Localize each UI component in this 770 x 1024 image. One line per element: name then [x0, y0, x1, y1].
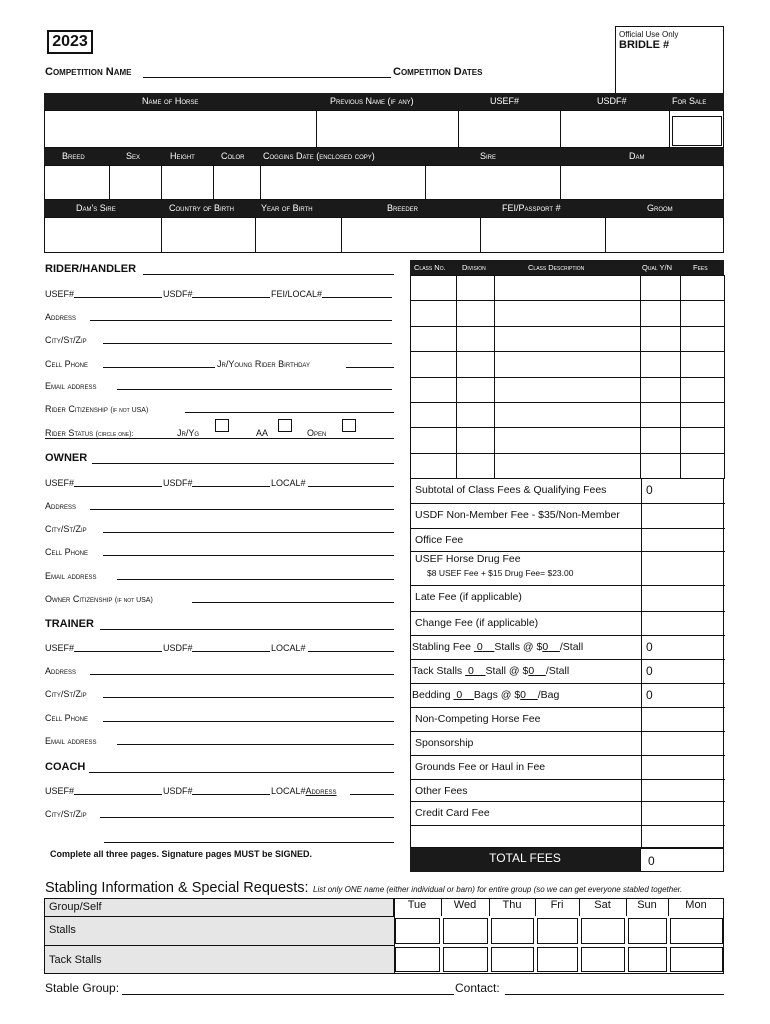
horse-header-row-3 [44, 200, 724, 217]
tack-stalls-day-cell[interactable] [395, 947, 440, 972]
owner-cell-field[interactable] [103, 544, 394, 556]
fees-header: Fees [693, 263, 708, 272]
group-self-label: Group/Self [49, 901, 102, 913]
class-cell[interactable] [494, 427, 641, 453]
total-fees-value: 0 [648, 854, 655, 868]
owner-local-label: LOCAL# [271, 478, 306, 488]
owner-address-label: Address [45, 501, 77, 511]
class-cell[interactable] [494, 351, 641, 377]
fee-row-label: Other Fees [415, 785, 468, 797]
fee-row-label: Late Fee (if applicable) [415, 591, 522, 603]
class-cell[interactable] [680, 377, 725, 403]
horse-header-row-2 [44, 148, 724, 165]
coach-usdf-label: USDF# [163, 786, 193, 796]
owner-local-field[interactable] [308, 475, 394, 487]
trainer-local-label: LOCAL# [271, 643, 306, 653]
rider-fei-field[interactable] [322, 286, 392, 298]
class-cell[interactable] [410, 402, 457, 428]
contact-label: Contact: [455, 981, 500, 995]
fee-amount-value: 0 [646, 640, 653, 654]
fee-amount-cell[interactable] [642, 528, 724, 551]
fei-passport-header: FEI/Passport # [502, 203, 561, 213]
tack-stalls-day-cell[interactable] [670, 947, 723, 972]
class-cell[interactable] [640, 300, 681, 326]
day-header: Sat [594, 899, 611, 911]
trainer-address-field[interactable] [90, 663, 394, 675]
trainer-cell-field[interactable] [103, 710, 394, 722]
dam-header: Dam [629, 151, 645, 161]
rider-email-field[interactable] [117, 378, 392, 390]
qual-header: Qual Y/N [642, 263, 673, 272]
class-cell[interactable] [456, 402, 495, 428]
class-cell[interactable] [680, 402, 725, 428]
coach-usef-label: USEF# [45, 786, 75, 796]
trainer-email-label: Email address [45, 736, 97, 746]
status-open-checkbox[interactable] [342, 419, 356, 432]
tack-stalls-day-cell[interactable] [537, 947, 578, 972]
trainer-section-title: TRAINER [45, 618, 94, 630]
competition-name-label: Competition Name [45, 66, 132, 78]
trainer-address-label: Address [45, 666, 77, 676]
fee-row-label: Tack Stalls 0 Stall @ $0 /Stall [412, 665, 570, 677]
official-use-box [615, 26, 724, 96]
color-header: Color [221, 151, 245, 161]
owner-usdf-label: USDF# [163, 478, 193, 488]
signature-note: Complete all three pages. Signature pages MUST be SIGNED. [50, 849, 313, 859]
status-option-jr: Jr/Yg [177, 428, 200, 438]
tack-stalls-day-cell[interactable] [443, 947, 488, 972]
class-cell[interactable] [680, 326, 725, 352]
rider-name-field[interactable] [143, 262, 394, 275]
trainer-cell-label: Cell Phone [45, 713, 89, 723]
class-entry-grid[interactable] [410, 275, 724, 478]
stabling-title: Stabling Information & Special Requests: [45, 880, 309, 896]
horse-input-row-1 [44, 110, 724, 148]
rider-usdf-label: USDF# [163, 289, 193, 299]
class-cell[interactable] [680, 427, 725, 453]
stalls-row-label: Stalls [49, 924, 76, 936]
signature-line[interactable] [104, 831, 394, 843]
class-cell[interactable] [410, 275, 457, 301]
owner-city-field[interactable] [103, 521, 394, 533]
class-cell[interactable] [640, 402, 681, 428]
tack-stalls-day-cell[interactable] [581, 947, 625, 972]
breed-header: Breed [62, 151, 85, 161]
trainer-usdf-field[interactable] [192, 640, 270, 652]
status-aa-checkbox[interactable] [278, 419, 292, 432]
fee-row-label: Non-Competing Horse Fee [415, 713, 541, 725]
class-cell[interactable] [410, 427, 457, 453]
fee-row-label: Sponsorship [415, 737, 474, 749]
owner-usef-label: USEF# [45, 478, 75, 488]
fee-amount-value: 0 [646, 664, 653, 678]
rider-city-label: City/St/Zip [45, 335, 87, 345]
competition-dates-label: Competition Dates [393, 66, 483, 78]
class-cell[interactable] [410, 453, 457, 479]
fee-row-label: Bedding 0 Bags @ $0 /Bag [412, 689, 560, 701]
rider-fei-label: FEI/LOCAL# [271, 289, 323, 299]
class-no-header: Class No. [414, 263, 446, 272]
contact-field[interactable] [505, 981, 724, 995]
height-header: Height [170, 151, 195, 161]
fee-row-sublabel: $8 USEF Fee + $15 Drug Fee= $23.00 [427, 568, 574, 578]
stalls-day-cell[interactable] [491, 918, 534, 944]
class-cell[interactable] [456, 300, 495, 326]
fee-amount-cell[interactable] [642, 635, 724, 659]
owner-city-label: City/St/Zip [45, 524, 87, 534]
fees-section [410, 478, 724, 848]
status-option-open: Open [307, 428, 327, 438]
horse-input-row-2 [44, 165, 724, 200]
class-cell[interactable] [456, 453, 495, 479]
owner-usef-field[interactable] [74, 475, 162, 487]
competition-name-field[interactable] [143, 65, 391, 78]
fee-amount-cell[interactable] [642, 585, 724, 611]
rider-usef-field[interactable] [74, 286, 162, 298]
rider-city-field[interactable] [103, 332, 392, 344]
fee-amount-cell[interactable] [642, 707, 724, 731]
class-cell[interactable] [456, 377, 495, 403]
sex-header: Sex [126, 151, 141, 161]
stabling-heading [45, 879, 682, 897]
class-cell[interactable] [494, 377, 641, 403]
for-sale-header: For Sale [672, 96, 707, 106]
class-cell[interactable] [680, 300, 725, 326]
name-of-horse-header: Name of Horse [142, 96, 199, 106]
owner-address-field[interactable] [90, 498, 394, 510]
coach-usdf-field[interactable] [192, 783, 270, 795]
fee-amount-cell[interactable] [642, 683, 724, 707]
coach-local-address-label: LOCAL#Address [271, 786, 337, 796]
class-cell[interactable] [494, 453, 641, 479]
stalls-day-cell[interactable] [670, 918, 723, 944]
rider-birthday-label: Jr/Young Rider Birthday [217, 359, 310, 369]
rider-usef-label: USEF# [45, 289, 75, 299]
rider-address-field[interactable] [90, 309, 392, 321]
for-sale-checkbox[interactable] [672, 116, 722, 146]
division-header: Division [462, 263, 486, 272]
class-cell[interactable] [410, 300, 457, 326]
class-cell[interactable] [494, 326, 641, 352]
sire-header: Sire [480, 151, 497, 161]
fee-amount-cell[interactable] [642, 731, 724, 755]
owner-name-field[interactable] [92, 451, 394, 464]
coggins-date-header: Coggins Date (enclosed copy) [263, 151, 375, 161]
fee-row-label: Stabling Fee 0 Stalls @ $0 /Stall [412, 641, 584, 653]
trainer-email-field[interactable] [117, 733, 394, 745]
coach-name-field[interactable] [89, 760, 394, 773]
fee-amount-cell[interactable] [642, 659, 724, 683]
rider-section-title: RIDER/HANDLER [45, 263, 137, 275]
trainer-usdf-label: USDF# [163, 643, 193, 653]
owner-citizenship-label: Owner Citizenship (if not USA) [45, 594, 153, 604]
class-cell[interactable] [494, 275, 641, 301]
usef-header: USEF# [490, 96, 520, 106]
bridle-number-label: BRIDLE # [619, 39, 670, 51]
stable-group-label: Stable Group: [45, 981, 120, 995]
class-cell[interactable] [640, 427, 681, 453]
tack-stalls-day-cell[interactable] [628, 947, 667, 972]
total-fees-label: TOTAL FEES [410, 848, 640, 872]
year-box: 2023 [47, 30, 93, 54]
trainer-usef-field[interactable] [74, 640, 162, 652]
fee-row-label: Change Fee (if applicable) [415, 617, 539, 629]
trainer-usef-label: USEF# [45, 643, 75, 653]
rider-cell-label: Cell Phone [45, 359, 89, 369]
horse-input-row-3 [44, 217, 724, 253]
class-cell[interactable] [494, 402, 641, 428]
day-header: Fri [550, 899, 564, 911]
fee-amount-cell[interactable] [642, 755, 724, 779]
class-description-header: Class Description [528, 263, 585, 272]
day-header: Tue [407, 899, 427, 911]
class-cell[interactable] [494, 300, 641, 326]
coach-section-title: COACH [45, 761, 86, 773]
rider-birthday-field[interactable] [346, 356, 394, 368]
class-cell[interactable] [640, 326, 681, 352]
class-cell[interactable] [456, 351, 495, 377]
class-cell[interactable] [680, 453, 725, 479]
usdf-header: USDF# [597, 96, 627, 106]
class-cell[interactable] [680, 351, 725, 377]
dams-sire-header: Dam's Sire [76, 203, 116, 213]
country-of-birth-header: Country of Birth [169, 203, 234, 213]
fee-row-label: Grounds Fee or Haul in Fee [415, 761, 546, 773]
day-header: Thu [502, 899, 522, 911]
groom-header: Groom [647, 203, 673, 213]
stabling-note: List only ONE name (either individual or barn) for entire group (so we can get everyone stabled together. [313, 885, 683, 894]
rider-status-label: Rider Status (circle one): [45, 428, 134, 438]
stalls-day-cell[interactable] [581, 918, 625, 944]
total-fees-cell[interactable] [640, 848, 724, 872]
class-cell[interactable] [456, 326, 495, 352]
rider-citizenship-field[interactable] [185, 401, 394, 413]
owner-section-title: OWNER [45, 452, 88, 464]
class-cell[interactable] [456, 275, 495, 301]
trainer-city-label: City/St/Zip [45, 689, 87, 699]
owner-cell-label: Cell Phone [45, 547, 89, 557]
fee-amount-cell[interactable] [642, 551, 724, 585]
stable-group-field[interactable] [122, 981, 454, 995]
rider-email-label: Email address [45, 381, 97, 391]
fee-amount-cell[interactable] [642, 478, 724, 503]
class-cell[interactable] [410, 351, 457, 377]
breeder-header: Breeder [387, 203, 419, 213]
day-header: Wed [453, 899, 477, 911]
owner-usdf-field[interactable] [192, 475, 270, 487]
class-cell[interactable] [640, 275, 681, 301]
class-cell[interactable] [410, 326, 457, 352]
fee-row-label: USEF Horse Drug Fee [415, 553, 521, 565]
fee-row-label: Credit Card Fee [415, 807, 490, 819]
fee-row-label: Subtotal of Class Fees & Qualifying Fees [415, 484, 607, 496]
stalls-day-cell[interactable] [628, 918, 667, 944]
rider-citizenship-label: Rider Citizenship (if not USA) [45, 404, 149, 414]
stabling-days-grid [393, 898, 724, 974]
rider-usdf-field[interactable] [192, 286, 270, 298]
fee-row-label: USDF Non-Member Fee - $35/Non-Member [415, 509, 620, 521]
fee-amount-cell[interactable] [642, 779, 724, 801]
stalls-day-cell[interactable] [537, 918, 578, 944]
day-header: Sun [637, 899, 657, 911]
rider-cell-field[interactable] [103, 356, 215, 368]
class-cell[interactable] [410, 377, 457, 403]
class-cell[interactable] [640, 351, 681, 377]
trainer-name-field[interactable] [100, 617, 394, 630]
fee-amount-value: 0 [646, 483, 653, 497]
owner-email-field[interactable] [117, 568, 394, 580]
class-cell[interactable] [680, 275, 725, 301]
class-cell[interactable] [640, 453, 681, 479]
previous-name-header: Previous Name (if any) [330, 96, 414, 106]
rider-address-label: Address [45, 312, 77, 322]
trainer-local-field[interactable] [308, 640, 394, 652]
status-option-aa: AA [256, 428, 269, 438]
tack-stalls-row-label: Tack Stalls [49, 954, 102, 966]
owner-email-label: Email address [45, 571, 97, 581]
day-header: Mon [685, 899, 707, 911]
year-of-birth-header: Year of Birth [261, 203, 313, 213]
fee-amount-value: 0 [646, 688, 653, 702]
fee-amount-cell[interactable] [642, 503, 724, 528]
class-cell[interactable] [640, 377, 681, 403]
trainer-city-field[interactable] [103, 686, 394, 698]
coach-city-field[interactable] [100, 806, 394, 818]
owner-citizenship-field[interactable] [192, 591, 394, 603]
status-jr-checkbox[interactable] [215, 419, 229, 432]
fee-row-label: Office Fee [415, 534, 464, 546]
coach-usef-field[interactable] [74, 783, 162, 795]
stalls-day-cell[interactable] [443, 918, 488, 944]
fee-amount-cell[interactable] [642, 801, 724, 825]
coach-local-field[interactable] [350, 783, 394, 795]
coach-city-label: City/St/Zip [45, 809, 87, 819]
tack-stalls-day-cell[interactable] [491, 947, 534, 972]
horse-header-row-1 [44, 93, 724, 110]
official-use-label: Official Use Only [619, 30, 679, 39]
class-cell[interactable] [456, 427, 495, 453]
class-table-header [410, 260, 724, 275]
fee-amount-cell[interactable] [642, 611, 724, 635]
stalls-day-cell[interactable] [395, 918, 440, 944]
